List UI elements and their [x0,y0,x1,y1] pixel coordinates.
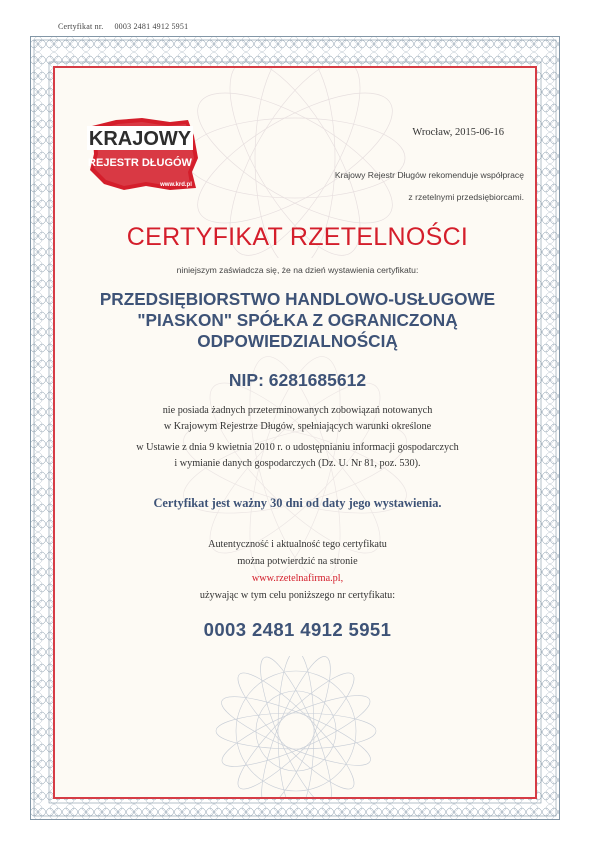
company-name-line3: ODPOWIEDZIALNOŚCIĄ [197,331,398,351]
logo-line1: KRAJOWY [88,128,192,150]
logo-line2: REJESTR DŁUGÓW [88,157,192,169]
company-name-line2: "PIASKON" SPÓŁKA Z OGRANICZONĄ [137,310,458,330]
nip-number: NIP: 6281685612 [228,370,367,390]
verification-link[interactable]: www.rzetelnafirma.pl, [251,573,344,584]
logo-url: www.krd.pl [160,182,192,188]
authenticity-line2: można potwierdzić na stronie [237,556,358,567]
krd-logo [84,114,202,196]
issue-date: Wrocław, 2015-06-16 [412,127,504,138]
statement-line1: nie posiada żadnych przeterminowanych zobowiązań notowanych [162,405,433,416]
certificate-number-small: 0003 2481 4912 5951 [114,22,189,31]
authenticity-line1: Autentyczność i aktualność tego certyfikatu [208,539,387,550]
background-rosette-bottom [201,656,391,799]
certificate-label: Certyfikat nr. [58,22,104,31]
recommendation-line1: Krajowy Rejestr Długów rekomenduje współpracę [334,170,524,180]
intro-text: niniejszym zaświadcza się, że na dzień wystawienia certyfikatu: [176,265,419,275]
company-name-line1: PRZEDSIĘBIORSTWO HANDLOWO-USŁUGOWE [99,289,496,309]
certificate-number: 0003 2481 4912 5951 [203,619,392,640]
statement-text [0,403,595,472]
recommendation-line2: z rzetelnymi przedsiębiorcami. [408,192,524,202]
authenticity-line4: używając w tym celu poniższego nr certyfikatu: [199,590,396,601]
company-name [0,289,595,352]
validity-notice: Certyfikat jest ważny 30 dni od daty jego wystawienia. [153,496,442,510]
statement-line4: i wymianie danych gospodarczych (Dz. U. Nr 81, poz. 530). [174,458,421,469]
statement-line3: w Ustawie z dnia 9 kwietnia 2010 r. o udostępnianiu informacji gospodarczych [136,442,459,453]
statement-line2: w Krajowym Rejestrze Długów, spełniających warunki określone [163,421,432,432]
certificate-number-header [58,22,188,31]
authenticity-text [0,536,595,604]
certificate-title: CERTYFIKAT RZETELNOŚCI [126,223,469,251]
